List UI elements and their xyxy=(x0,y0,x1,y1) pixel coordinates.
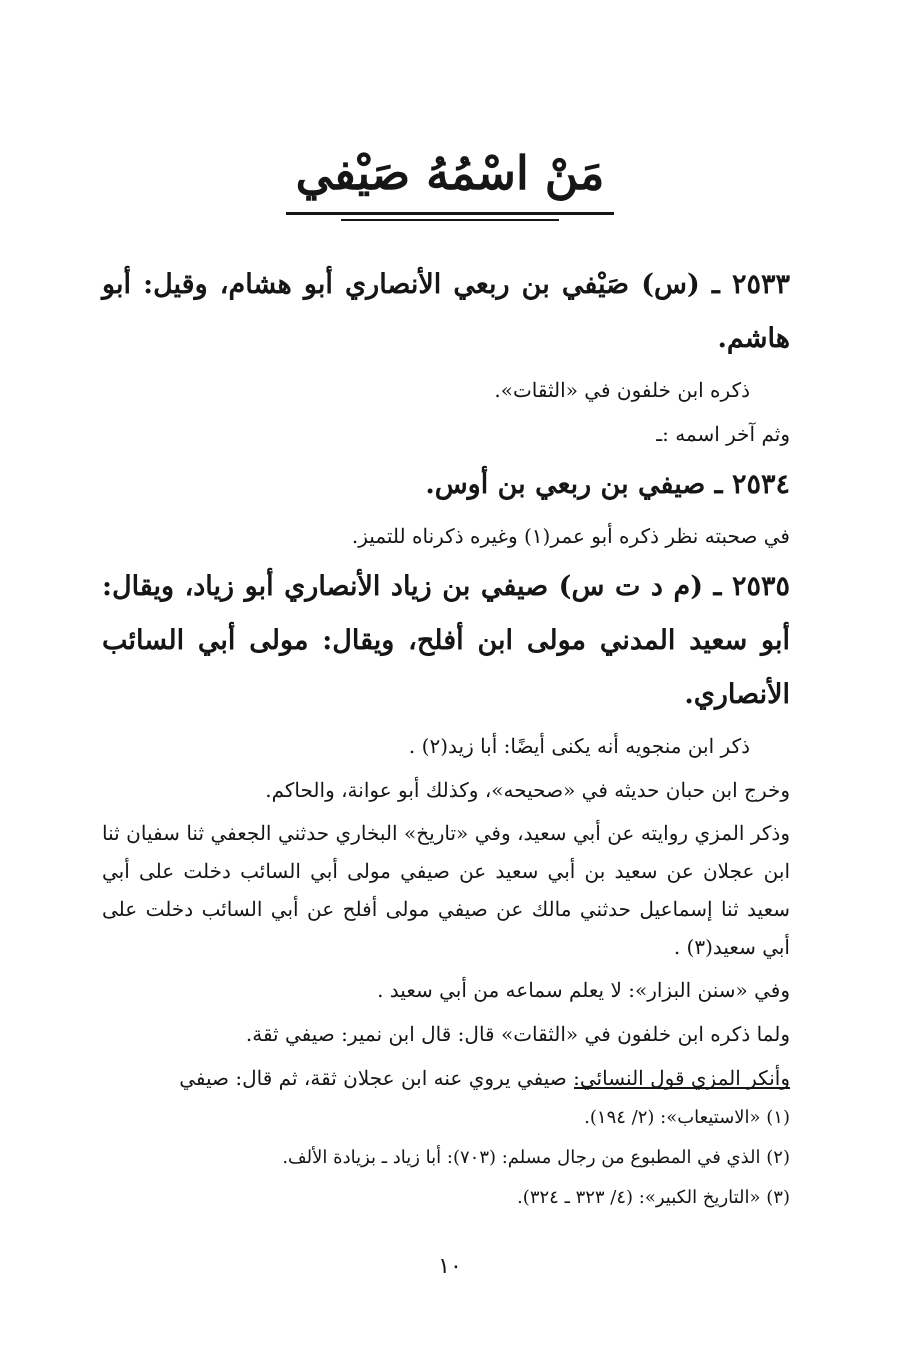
entry-2535-line: وخرج ابن حبان حديثه في «صحيحه»، وكذلك أبو عوانة، والحاكم. xyxy=(265,778,790,802)
entry-2533-line: ذكره ابن خلفون في «الثقات». xyxy=(494,378,750,402)
entry-2535-line: وأنكر المزي قول النسائي: صيفي يروي عنه ابن عجلان ثقة، ثم قال: صيفي xyxy=(179,1066,790,1090)
footnotes xyxy=(102,1098,790,1218)
footnote: (١) «الاستيعاب»: (٢/ ١٩٤). xyxy=(584,1107,790,1128)
footnote: (٢) الذي في المطبوع من رجال مسلم: (٧٠٣): أبا زياد ـ بزيادة الألف. xyxy=(282,1147,790,1168)
heading-underline xyxy=(341,219,559,221)
entry-2533-heading: ٢٥٣٣ ـ (س) صَيْفي بن ربعي الأنصاري أبو هشام، وقيل: أبو هاشم. xyxy=(102,269,790,354)
section-heading: مَنْ اسْمُهُ صَيْفي xyxy=(286,140,615,215)
entry-2534-heading: ٢٥٣٤ ـ صيفي بن ربعي بن أوس. xyxy=(425,469,790,500)
footnote: (٣) «التاريخ الكبير»: (٤/ ٣٢٣ ـ ٣٢٤). xyxy=(517,1187,790,1208)
main-text xyxy=(102,258,790,1102)
entry-2535-heading: ٢٥٣٥ ـ (م د ت س) صيفي بن زياد الأنصاري أبو زياد، ويقال: أبو سعيد المدني مولى ابن أفلح، ويقال: مولى أبي السائب الأنصاري. xyxy=(102,571,790,710)
entry-2533-line: وثم آخر اسمه :ـ xyxy=(656,422,790,446)
entry-2534-line: في صحبته نظر ذكره أبو عمر(١) وغيره ذكرناه للتميز. xyxy=(351,524,790,548)
footnote-separator xyxy=(574,1087,790,1089)
page-number: ١٠ xyxy=(438,1254,462,1279)
entry-2535-line: ولما ذكره ابن خلفون في «الثقات» قال: قال ابن نمير: صيفي ثقة. xyxy=(245,1022,790,1046)
entry-2535-line: وفي «سنن البزار»: لا يعلم سماعه من أبي سعيد . xyxy=(377,978,790,1002)
section-heading-block xyxy=(0,140,900,221)
entry-2535-line: ذكر ابن منجويه أنه يكنى أيضًا: أبا زيد(٢) . xyxy=(408,734,750,758)
entry-2535-paragraph: وذكر المزي روايته عن أبي سعيد، وفي «تاريخ» البخاري حدثني الجعفي ثنا سفيان ثنا ابن عجلان عن سعيد بن أبي سعيد عن صيفي مولى أبي السائب دخلت على أبي سعيد ثنا إسماعيل حدثني مالك عن صيفي مولى أفلح عن أبي السائب دخلت على أبي سعيد(٣) . xyxy=(102,821,790,959)
